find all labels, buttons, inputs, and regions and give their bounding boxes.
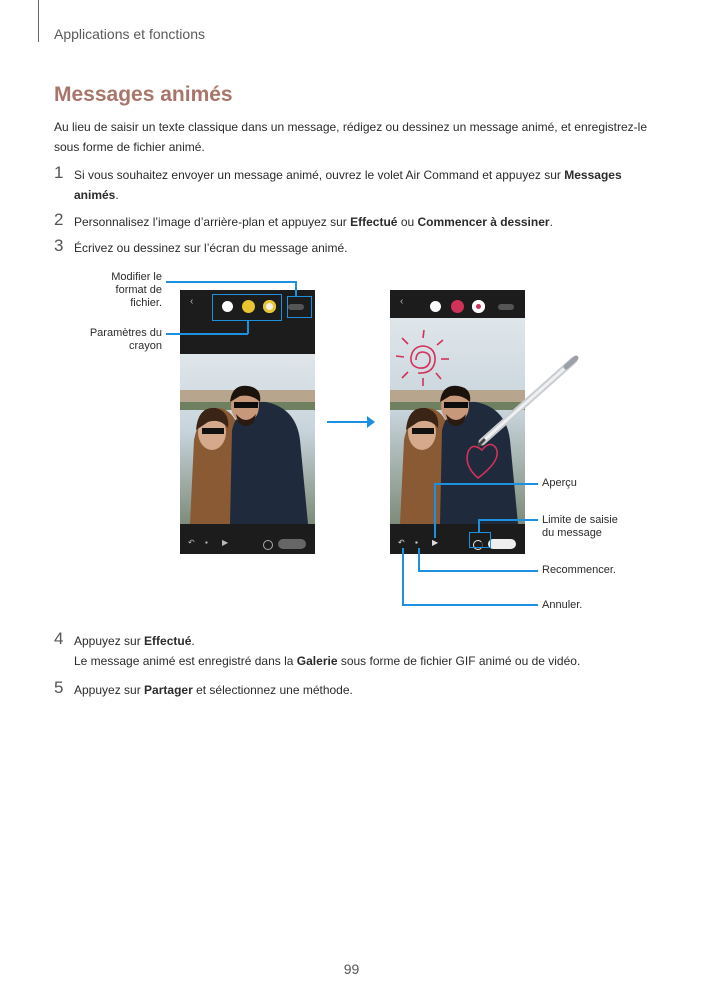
intro-paragraph: Au lieu de saisir un texte classique dans un message, rédigez ou dessinez un message animé, et enregistrez-le sous forme de fichier animé. xyxy=(54,120,647,154)
callout-file-format-label: Modifier le format de fichier. xyxy=(111,271,162,309)
page-title: Messages animés xyxy=(54,83,233,106)
callout-line xyxy=(247,320,249,334)
s-pen-illustration xyxy=(470,350,585,450)
step-text: Écrivez ou dessinez sur l’écran du message animé. xyxy=(74,241,348,255)
pen-thickness-icon[interactable] xyxy=(472,300,485,313)
callout-line xyxy=(478,519,538,521)
step-number: 3 xyxy=(54,236,64,255)
delete-icon[interactable]: ▪ xyxy=(205,538,208,547)
step-keyword: Effectué xyxy=(350,215,398,229)
step-keyword: Galerie xyxy=(296,654,338,668)
callout-line xyxy=(295,281,297,297)
step-keyword: Effectué xyxy=(144,634,192,648)
callout-line xyxy=(418,570,538,572)
pen-color-icon[interactable] xyxy=(451,300,464,313)
step-text-part: Si vous souhaitez envoyer un message animé, ouvrez le volet Air Command et appuyez sur xyxy=(74,168,565,182)
done-button[interactable] xyxy=(278,539,306,549)
step-text-part: Appuyez sur xyxy=(74,683,145,697)
page-number: 99 xyxy=(343,961,360,977)
step-keyword: Messages animés xyxy=(74,168,622,202)
callout-preview-label: Aperçu xyxy=(542,477,577,489)
play-icon[interactable]: ▶ xyxy=(222,538,229,547)
callout-line xyxy=(478,519,480,533)
undo-icon[interactable]: ↶ xyxy=(188,538,195,547)
preview-play-icon[interactable]: ▶ xyxy=(432,538,439,547)
step-text-part: Appuyez sur xyxy=(74,634,145,648)
callout-line xyxy=(402,604,538,606)
back-icon[interactable]: ‹ xyxy=(400,296,404,307)
callout-pen-settings-label: Paramètres du crayon xyxy=(89,327,162,352)
file-format-button[interactable] xyxy=(498,304,514,310)
step-text-part: Le message animé est enregistré dans la xyxy=(74,654,297,668)
step-text-part: . xyxy=(191,634,195,648)
step-text-part: sous forme de fichier GIF animé ou de vidéo. xyxy=(337,654,581,668)
step-text xyxy=(74,212,649,232)
step-text xyxy=(74,631,649,671)
delete-icon[interactable]: ▪ xyxy=(415,538,418,547)
step-number: 5 xyxy=(54,678,64,697)
arrow-right-icon xyxy=(325,413,377,431)
step-text-part: . xyxy=(549,215,553,229)
limit-icon xyxy=(263,540,273,550)
step-keyword: Commencer à dessiner xyxy=(417,215,550,229)
callout-box-pen xyxy=(212,294,282,321)
done-button[interactable] xyxy=(488,539,516,549)
callout-restart-label: Recommencer. xyxy=(542,564,616,576)
step-text xyxy=(74,680,649,700)
callout-line xyxy=(418,548,420,571)
step-text-part: ou xyxy=(397,215,418,229)
callout-box-format xyxy=(287,296,312,318)
callout-line xyxy=(166,333,248,335)
callout-line xyxy=(166,281,296,283)
callout-line xyxy=(402,548,404,605)
margin-rule xyxy=(38,0,39,42)
callout-box-limit xyxy=(469,532,491,548)
step-text-part: . xyxy=(115,188,119,202)
step-number: 1 xyxy=(54,163,64,182)
step-number: 4 xyxy=(54,629,64,648)
section-header: Applications et fonctions xyxy=(54,26,205,42)
step-number: 2 xyxy=(54,210,64,229)
callout-line xyxy=(434,483,538,485)
background-icon[interactable] xyxy=(430,301,441,312)
undo-icon[interactable]: ↶ xyxy=(398,538,405,547)
step-text xyxy=(74,165,649,205)
step-text-part: et sélectionnez une méthode. xyxy=(192,683,353,697)
callout-undo-label: Annuler. xyxy=(542,599,583,611)
callout-line xyxy=(434,483,436,538)
step-keyword: Partager xyxy=(144,683,193,697)
step-text-part: Personnalisez l’image d’arrière-plan et appuyez sur xyxy=(74,215,351,229)
back-icon[interactable]: ‹ xyxy=(190,296,194,307)
callout-limit-label: Limite de saisie du message xyxy=(542,514,618,539)
